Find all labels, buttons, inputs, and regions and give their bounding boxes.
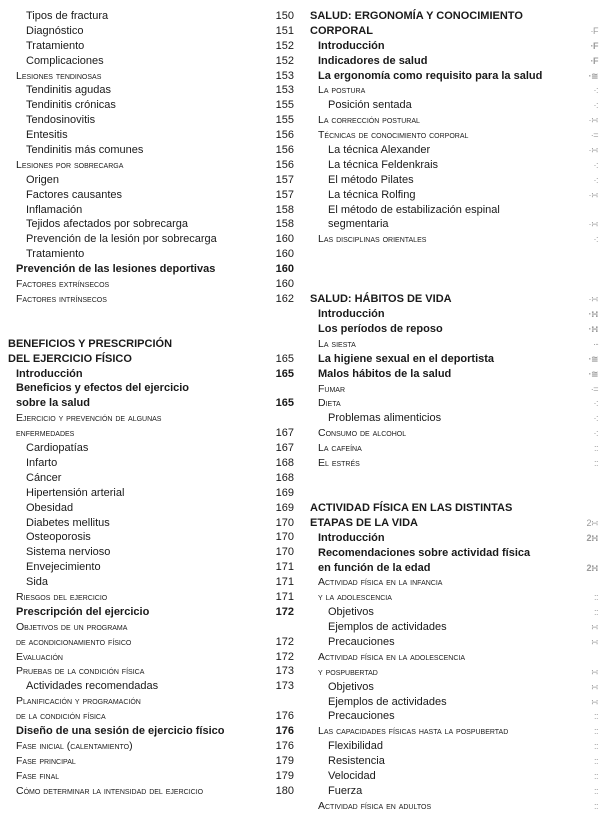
toc-entry-title: El estrés xyxy=(318,457,360,470)
toc-page-number: ·∺ xyxy=(588,324,598,335)
toc-entry xyxy=(8,620,294,635)
toc-entry xyxy=(310,575,598,590)
toc-entry-title: El método de estabilización espinal xyxy=(328,203,500,216)
toc-entry xyxy=(310,680,598,695)
toc-entry-title: Problemas alimenticios xyxy=(328,412,442,425)
toc-spacer xyxy=(310,262,598,277)
toc-section-heading xyxy=(310,292,598,307)
toc-page-number: 173 xyxy=(275,665,294,678)
toc-entry-title: Tipos de fractura xyxy=(26,10,109,22)
toc-page-number: ·∺ xyxy=(588,309,598,320)
toc-entry-title: Factores intrínsecos xyxy=(16,292,107,305)
toc-entry xyxy=(310,232,598,247)
toc-entry xyxy=(8,292,294,307)
toc-page-number: 162 xyxy=(275,292,294,305)
toc-page-number: 167 xyxy=(275,442,294,455)
toc-spacer xyxy=(8,307,294,322)
toc-entry xyxy=(310,739,598,754)
toc-entry-title: Cáncer xyxy=(26,471,62,484)
toc-page-number: :: xyxy=(593,607,598,618)
toc-entry xyxy=(310,83,598,98)
toc-page-number: :: xyxy=(593,711,598,722)
toc-entry xyxy=(310,665,598,680)
toc-entry xyxy=(310,337,598,352)
toc-entry-title: Diagnóstico xyxy=(26,24,84,37)
toc-entry-title: Inflamación xyxy=(26,203,83,216)
toc-entry xyxy=(8,516,294,531)
toc-entry-title: Indicadores de salud xyxy=(318,54,428,67)
toc-entry-title: Lesiones tendinosas xyxy=(16,69,102,82)
toc-entry xyxy=(310,322,598,337)
toc-entry xyxy=(310,203,598,218)
toc-entry xyxy=(8,724,294,739)
toc-page-number: ·F xyxy=(590,25,598,36)
toc-entry xyxy=(8,739,294,754)
toc-page-number: 173 xyxy=(275,680,294,693)
toc-entry xyxy=(8,396,294,411)
toc-entry-title: Osteoporosis xyxy=(26,531,91,544)
toc-entry-title: Sida xyxy=(26,576,49,589)
toc-entry-title: Cardiopatías xyxy=(26,442,89,455)
toc-entry-title: Evaluación xyxy=(16,650,63,663)
toc-page-number: 179 xyxy=(275,769,294,782)
toc-page-number: 151 xyxy=(275,24,294,37)
toc-entry xyxy=(8,784,294,799)
toc-entry xyxy=(8,411,294,426)
toc-entry xyxy=(8,694,294,709)
toc-entry-title: Introducción xyxy=(318,39,385,52)
toc-entry xyxy=(310,605,598,620)
toc-entry-title: Tejidos afectados por sobrecarga xyxy=(26,218,189,231)
toc-page-number: 158 xyxy=(275,218,294,231)
toc-page-number: 176 xyxy=(275,739,294,752)
toc-entry xyxy=(310,769,598,784)
toc-entry-title: Fumar xyxy=(318,382,346,395)
toc-entry-title: Actividad física en la infancia xyxy=(318,576,443,589)
toc-entry xyxy=(310,709,598,724)
toc-page-number: 176 xyxy=(275,710,294,723)
toc-entry-title: Actividad física en adultos xyxy=(318,799,432,812)
toc-entry-title: de acondicionamiento físico xyxy=(16,635,132,648)
toc-page-number: ·∺ xyxy=(588,219,598,230)
toc-entry xyxy=(310,411,598,426)
toc-entry-title: Flexibilidad xyxy=(328,740,384,753)
toc-page-number: 160 xyxy=(275,263,294,276)
toc-entry xyxy=(8,158,294,173)
toc-entry xyxy=(310,143,598,158)
toc-page-number: 179 xyxy=(275,754,294,767)
toc-section-heading xyxy=(310,501,598,516)
toc-page-number: 157 xyxy=(275,173,294,186)
toc-page-number: 167 xyxy=(275,427,294,440)
toc-page-number: 170 xyxy=(275,531,294,544)
toc-page-number: ·∺ xyxy=(588,115,598,126)
toc-entry xyxy=(8,24,294,39)
toc-spacer xyxy=(8,322,294,337)
toc-page-number: 172 xyxy=(275,605,294,618)
toc-entry xyxy=(310,590,598,605)
toc-entry-title: CORPORAL xyxy=(310,24,373,37)
toc-entry xyxy=(8,456,294,471)
toc-entry-title: Tratamiento xyxy=(26,248,85,261)
toc-entry-title: Tendinitis agudas xyxy=(26,84,112,97)
toc-page-number: ·∺ xyxy=(588,145,598,156)
toc-section-heading xyxy=(310,24,598,39)
toc-entry xyxy=(8,769,294,784)
toc-page-number: ·∺ xyxy=(588,294,598,305)
toc-entry-title: Factores causantes xyxy=(26,188,122,201)
toc-entry-title: El método Pilates xyxy=(328,173,414,186)
toc-page-number: 165 xyxy=(275,367,294,380)
toc-entry-title: Tendinitis más comunes xyxy=(26,144,144,157)
toc-page-number: ·- xyxy=(593,338,598,349)
toc-entry xyxy=(8,54,294,69)
toc-entry-title: Prevención de la lesión por sobrecarga xyxy=(26,233,217,246)
toc-entry-title: Fuerza xyxy=(328,784,363,797)
toc-spacer xyxy=(310,247,598,262)
toc-entry-title: Infarto xyxy=(26,456,58,469)
toc-entry-title: Posición sentada xyxy=(328,99,412,112)
toc-page-number: 2∺ xyxy=(586,532,598,543)
toc-page-number: 155 xyxy=(275,114,294,127)
toc-entry xyxy=(8,39,294,54)
toc-page-number: 165 xyxy=(275,397,294,410)
toc-entry xyxy=(310,307,598,322)
toc-entry-title: Origen xyxy=(26,173,60,186)
toc-entry-title: Diabetes mellitus xyxy=(26,516,110,529)
toc-page-number: 169 xyxy=(275,501,294,514)
toc-entry-title: Introducción xyxy=(16,367,83,380)
toc-entry xyxy=(8,113,294,128)
toc-entry-title: La cafeína xyxy=(318,442,362,455)
toc-page-number: 171 xyxy=(275,561,294,574)
toc-entry-title: La higiene sexual en el deportista xyxy=(318,352,495,365)
toc-entry-title: Las capacidades físicas hasta la pospubertad xyxy=(318,725,509,738)
toc-entry xyxy=(8,367,294,382)
toc-entry-title: Velocidad xyxy=(328,769,376,782)
toc-page-number: :: xyxy=(593,785,598,796)
toc-page-number: 170 xyxy=(275,546,294,559)
toc-page-number: 153 xyxy=(275,84,294,97)
toc-page-number: ∺ xyxy=(590,636,598,647)
toc-entry xyxy=(310,128,598,143)
toc-entry xyxy=(8,486,294,501)
toc-entry-title: Consumo de alcohol xyxy=(318,427,407,440)
toc-section-heading xyxy=(310,9,598,24)
toc-page-number: 169 xyxy=(275,486,294,499)
toc-entry xyxy=(8,605,294,620)
toc-entry xyxy=(8,709,294,724)
toc-page-number: 2∺ xyxy=(586,517,598,528)
toc-entry xyxy=(8,277,294,292)
toc-entry xyxy=(8,501,294,516)
toc-entry-title: Prescripción del ejercicio xyxy=(16,605,150,618)
toc-entry-title: Fase principal xyxy=(16,754,76,767)
toc-page-number: ·: xyxy=(593,159,598,170)
toc-entry xyxy=(310,441,598,456)
toc-page-number: ·F xyxy=(590,55,598,66)
toc-entry-title: Riesgos del ejercicio xyxy=(16,590,108,603)
toc-entry-title: Planificación y programación xyxy=(16,695,141,708)
toc-entry xyxy=(8,232,294,247)
toc-entry-title: DEL EJERCICIO FÍSICO xyxy=(8,352,132,365)
toc-page-number: :: xyxy=(593,741,598,752)
toc-page-number: ·: xyxy=(593,398,598,409)
toc-entry xyxy=(310,217,598,232)
toc-entry-title: Recomendaciones sobre actividad física xyxy=(318,546,531,559)
toc-entry xyxy=(8,664,294,679)
toc-page-number: 172 xyxy=(275,635,294,648)
toc-page-number: 171 xyxy=(275,576,294,589)
toc-entry-title: Tendinitis crónicas xyxy=(26,99,116,112)
toc-page-number: ·≅ xyxy=(588,353,598,364)
toc-entry-title: Introducción xyxy=(318,308,385,321)
toc-page-number: 2∺ xyxy=(586,562,598,573)
toc-page-number: 165 xyxy=(275,352,294,365)
toc-entry-title: Malos hábitos de la salud xyxy=(318,367,452,380)
toc-entry xyxy=(310,188,598,203)
toc-spacer xyxy=(310,277,598,292)
toc-page-number: ∺ xyxy=(590,696,598,707)
toc-entry-title: SALUD: HÁBITOS DE VIDA xyxy=(310,293,452,306)
toc-page-number: 157 xyxy=(275,188,294,201)
toc-entry xyxy=(8,560,294,575)
toc-entry xyxy=(8,83,294,98)
toc-page-number: ∺ xyxy=(590,681,598,692)
toc-entry xyxy=(310,367,598,382)
toc-entry xyxy=(310,382,598,397)
toc-page-number: 168 xyxy=(275,471,294,484)
toc-entry-title: BENEFICIOS Y PRESCRIPCIÓN xyxy=(8,337,173,350)
toc-entry-title: segmentaria xyxy=(328,218,389,231)
toc-entry-title: Precauciones xyxy=(328,710,395,723)
toc-entry-title: Pruebas de la condición física xyxy=(16,665,145,678)
toc-entry xyxy=(8,217,294,232)
toc-entry-title: Hipertensión arterial xyxy=(26,486,125,499)
toc-entry-title: Dieta xyxy=(318,397,341,410)
toc-entry-title: La técnica Alexander xyxy=(328,144,431,157)
toc-page-number: 170 xyxy=(275,516,294,529)
toc-page-number: 172 xyxy=(275,650,294,663)
toc-entry xyxy=(310,546,598,561)
toc-page-number: 160 xyxy=(275,278,294,291)
toc-entry-title: de la condición física xyxy=(16,710,106,723)
toc-entry-title: Ejemplos de actividades xyxy=(328,695,447,708)
toc-page-number: ·= xyxy=(590,383,598,394)
toc-entry xyxy=(8,426,294,441)
toc-spacer xyxy=(310,471,598,486)
toc-entry xyxy=(8,247,294,262)
toc-page-number: 158 xyxy=(275,203,294,216)
toc-entry-title: Objetivos xyxy=(328,606,374,619)
toc-entry xyxy=(8,262,294,277)
toc-entry xyxy=(310,39,598,54)
toc-entry xyxy=(310,724,598,739)
toc-page-number: :: xyxy=(593,800,598,811)
toc-entry-title: Sistema nervioso xyxy=(26,546,111,559)
toc-page-number: 160 xyxy=(275,233,294,246)
toc-entry xyxy=(310,799,598,814)
toc-entry xyxy=(310,396,598,411)
toc-entry-title: Resistencia xyxy=(328,755,385,768)
toc-page-number: 180 xyxy=(275,784,294,797)
toc-page-number: ·: xyxy=(593,174,598,185)
toc-entry xyxy=(8,754,294,769)
toc-entry-title: Tendosinovitis xyxy=(26,114,96,127)
toc-page-number: :: xyxy=(593,770,598,781)
toc-entry-title: Fase final xyxy=(16,769,60,782)
toc-entry xyxy=(8,9,294,24)
toc-entry xyxy=(310,784,598,799)
toc-page-number: :: xyxy=(593,443,598,454)
toc-entry-title: La postura xyxy=(318,84,366,97)
toc-page-number: 156 xyxy=(275,144,294,157)
toc-entry-title: SALUD: ERGONOMÍA Y CONOCIMIENTO xyxy=(310,10,523,22)
toc-entry xyxy=(8,590,294,605)
toc-page-number: ·F xyxy=(590,40,598,51)
toc-entry xyxy=(8,98,294,113)
toc-entry-title: La técnica Rolfing xyxy=(328,188,416,201)
toc-entry-title: Los períodos de reposo xyxy=(318,323,443,336)
toc-entry-title: Objetivos xyxy=(328,680,374,693)
toc-page-number: :: xyxy=(593,756,598,767)
toc-left-column xyxy=(8,9,294,798)
toc-entry xyxy=(8,188,294,203)
toc-entry-title: Lesiones por sobrecarga xyxy=(16,158,124,171)
toc-entry xyxy=(8,203,294,218)
toc-entry-title: ETAPAS DE LA VIDA xyxy=(310,516,418,529)
toc-entry-title: Beneficios y efectos del ejercicio xyxy=(16,382,190,395)
toc-entry-title: Obesidad xyxy=(26,501,74,514)
toc-section-heading xyxy=(8,352,294,367)
toc-entry-title: ACTIVIDAD FÍSICA EN LAS DISTINTAS xyxy=(310,501,513,514)
toc-entry xyxy=(310,620,598,635)
toc-entry-title: enfermedades xyxy=(16,427,75,440)
toc-page-number: ∺ xyxy=(590,666,598,677)
toc-page-number: :: xyxy=(593,592,598,603)
toc-page-number: ·∺ xyxy=(588,189,598,200)
toc-entry-title: Tratamiento xyxy=(26,39,85,52)
toc-page-number: 176 xyxy=(275,724,294,737)
toc-entry-title: Las disciplinas orientales xyxy=(318,233,427,246)
toc-entry xyxy=(8,128,294,143)
toc-entry xyxy=(310,426,598,441)
toc-entry-title: La ergonomía como requisito para la salud xyxy=(318,69,543,82)
toc-entry xyxy=(8,69,294,84)
toc-entry-title: Cómo determinar la intensidad del ejercicio xyxy=(16,784,204,797)
toc-page-number: :: xyxy=(593,726,598,737)
toc-page-number: ·≅ xyxy=(588,70,598,81)
toc-entry-title: Diseño de una sesión de ejercicio físico xyxy=(16,724,225,737)
toc-spacer xyxy=(310,486,598,501)
toc-entry-title: y la adolescencia xyxy=(318,591,392,604)
toc-entry-title: y pospubertad xyxy=(318,665,378,678)
toc-entry xyxy=(8,381,294,396)
toc-entry xyxy=(8,575,294,590)
toc-page-number: 156 xyxy=(275,129,294,142)
toc-entry-title: Actividades recomendadas xyxy=(26,680,159,693)
toc-entry-title: Envejecimiento xyxy=(26,561,101,574)
toc-page-number: 160 xyxy=(275,248,294,261)
toc-entry xyxy=(310,695,598,710)
toc-entry-title: en función de la edad xyxy=(318,561,431,574)
toc-page-number: 150 xyxy=(275,10,294,22)
toc-entry-title: La siesta xyxy=(318,337,356,350)
toc-page-number: 156 xyxy=(275,158,294,171)
toc-entry xyxy=(310,173,598,188)
toc-entry xyxy=(310,650,598,665)
toc-entry-title: Prevención de las lesiones deportivas xyxy=(16,263,216,276)
toc-entry xyxy=(8,650,294,665)
toc-entry-title: La técnica Feldenkrais xyxy=(328,158,439,171)
toc-page-number: ·: xyxy=(593,234,598,245)
toc-entry-title: Factores extrínsecos xyxy=(16,278,110,291)
toc-page-number: 152 xyxy=(275,39,294,52)
toc-page-number: ·: xyxy=(593,428,598,439)
toc-entry xyxy=(310,456,598,471)
toc-entry-title: Técnicas de conocimiento corporal xyxy=(318,129,469,142)
toc-page-number: ·≅ xyxy=(588,368,598,379)
toc-entry xyxy=(310,561,598,576)
toc-entry xyxy=(310,113,598,128)
toc-page-number: ·: xyxy=(593,413,598,424)
toc-entry-title: Ejemplos de actividades xyxy=(328,621,447,634)
toc-entry xyxy=(310,54,598,69)
toc-entry xyxy=(8,545,294,560)
toc-page-number: 152 xyxy=(275,54,294,67)
toc-entry xyxy=(310,635,598,650)
toc-page-number: :: xyxy=(593,458,598,469)
toc-entry-title: Actividad física en la adolescencia xyxy=(318,650,466,663)
toc-entry-title: Entesitis xyxy=(26,129,68,142)
toc-page-number: 153 xyxy=(275,69,294,82)
toc-entry xyxy=(8,530,294,545)
toc-entry-title: sobre la salud xyxy=(16,397,90,410)
toc-entry-title: Fase inicial (calentamiento) xyxy=(16,739,133,752)
toc-entry-title: Precauciones xyxy=(328,635,395,648)
toc-page-number: 171 xyxy=(275,590,294,603)
toc-entry xyxy=(310,158,598,173)
toc-page-number: ·: xyxy=(593,85,598,96)
toc-entry xyxy=(310,352,598,367)
toc-section-heading xyxy=(8,337,294,352)
toc-entry xyxy=(8,173,294,188)
toc-entry xyxy=(8,679,294,694)
toc-entry-title: Objetivos de un programa xyxy=(16,620,128,633)
toc-entry xyxy=(8,441,294,456)
toc-entry xyxy=(310,98,598,113)
toc-entry xyxy=(8,143,294,158)
toc-entry xyxy=(310,531,598,546)
toc-page-number: ·= xyxy=(590,130,598,141)
toc-entry xyxy=(310,754,598,769)
toc-entry xyxy=(310,69,598,84)
toc-entry-title: Ejercicio y prevención de algunas xyxy=(16,412,162,425)
toc-page-number: ·: xyxy=(593,100,598,111)
toc-right-column xyxy=(310,9,598,814)
toc-entry xyxy=(8,471,294,486)
toc-entry-title: La corrección postural xyxy=(318,114,420,127)
toc-page-number: 168 xyxy=(275,456,294,469)
toc-page-number: 155 xyxy=(275,99,294,112)
toc-entry xyxy=(8,635,294,650)
toc-entry-title: Introducción xyxy=(318,531,385,544)
toc-entry-title: Complicaciones xyxy=(26,54,104,67)
toc-section-heading xyxy=(310,516,598,531)
toc-page-number: ∺ xyxy=(590,622,598,633)
